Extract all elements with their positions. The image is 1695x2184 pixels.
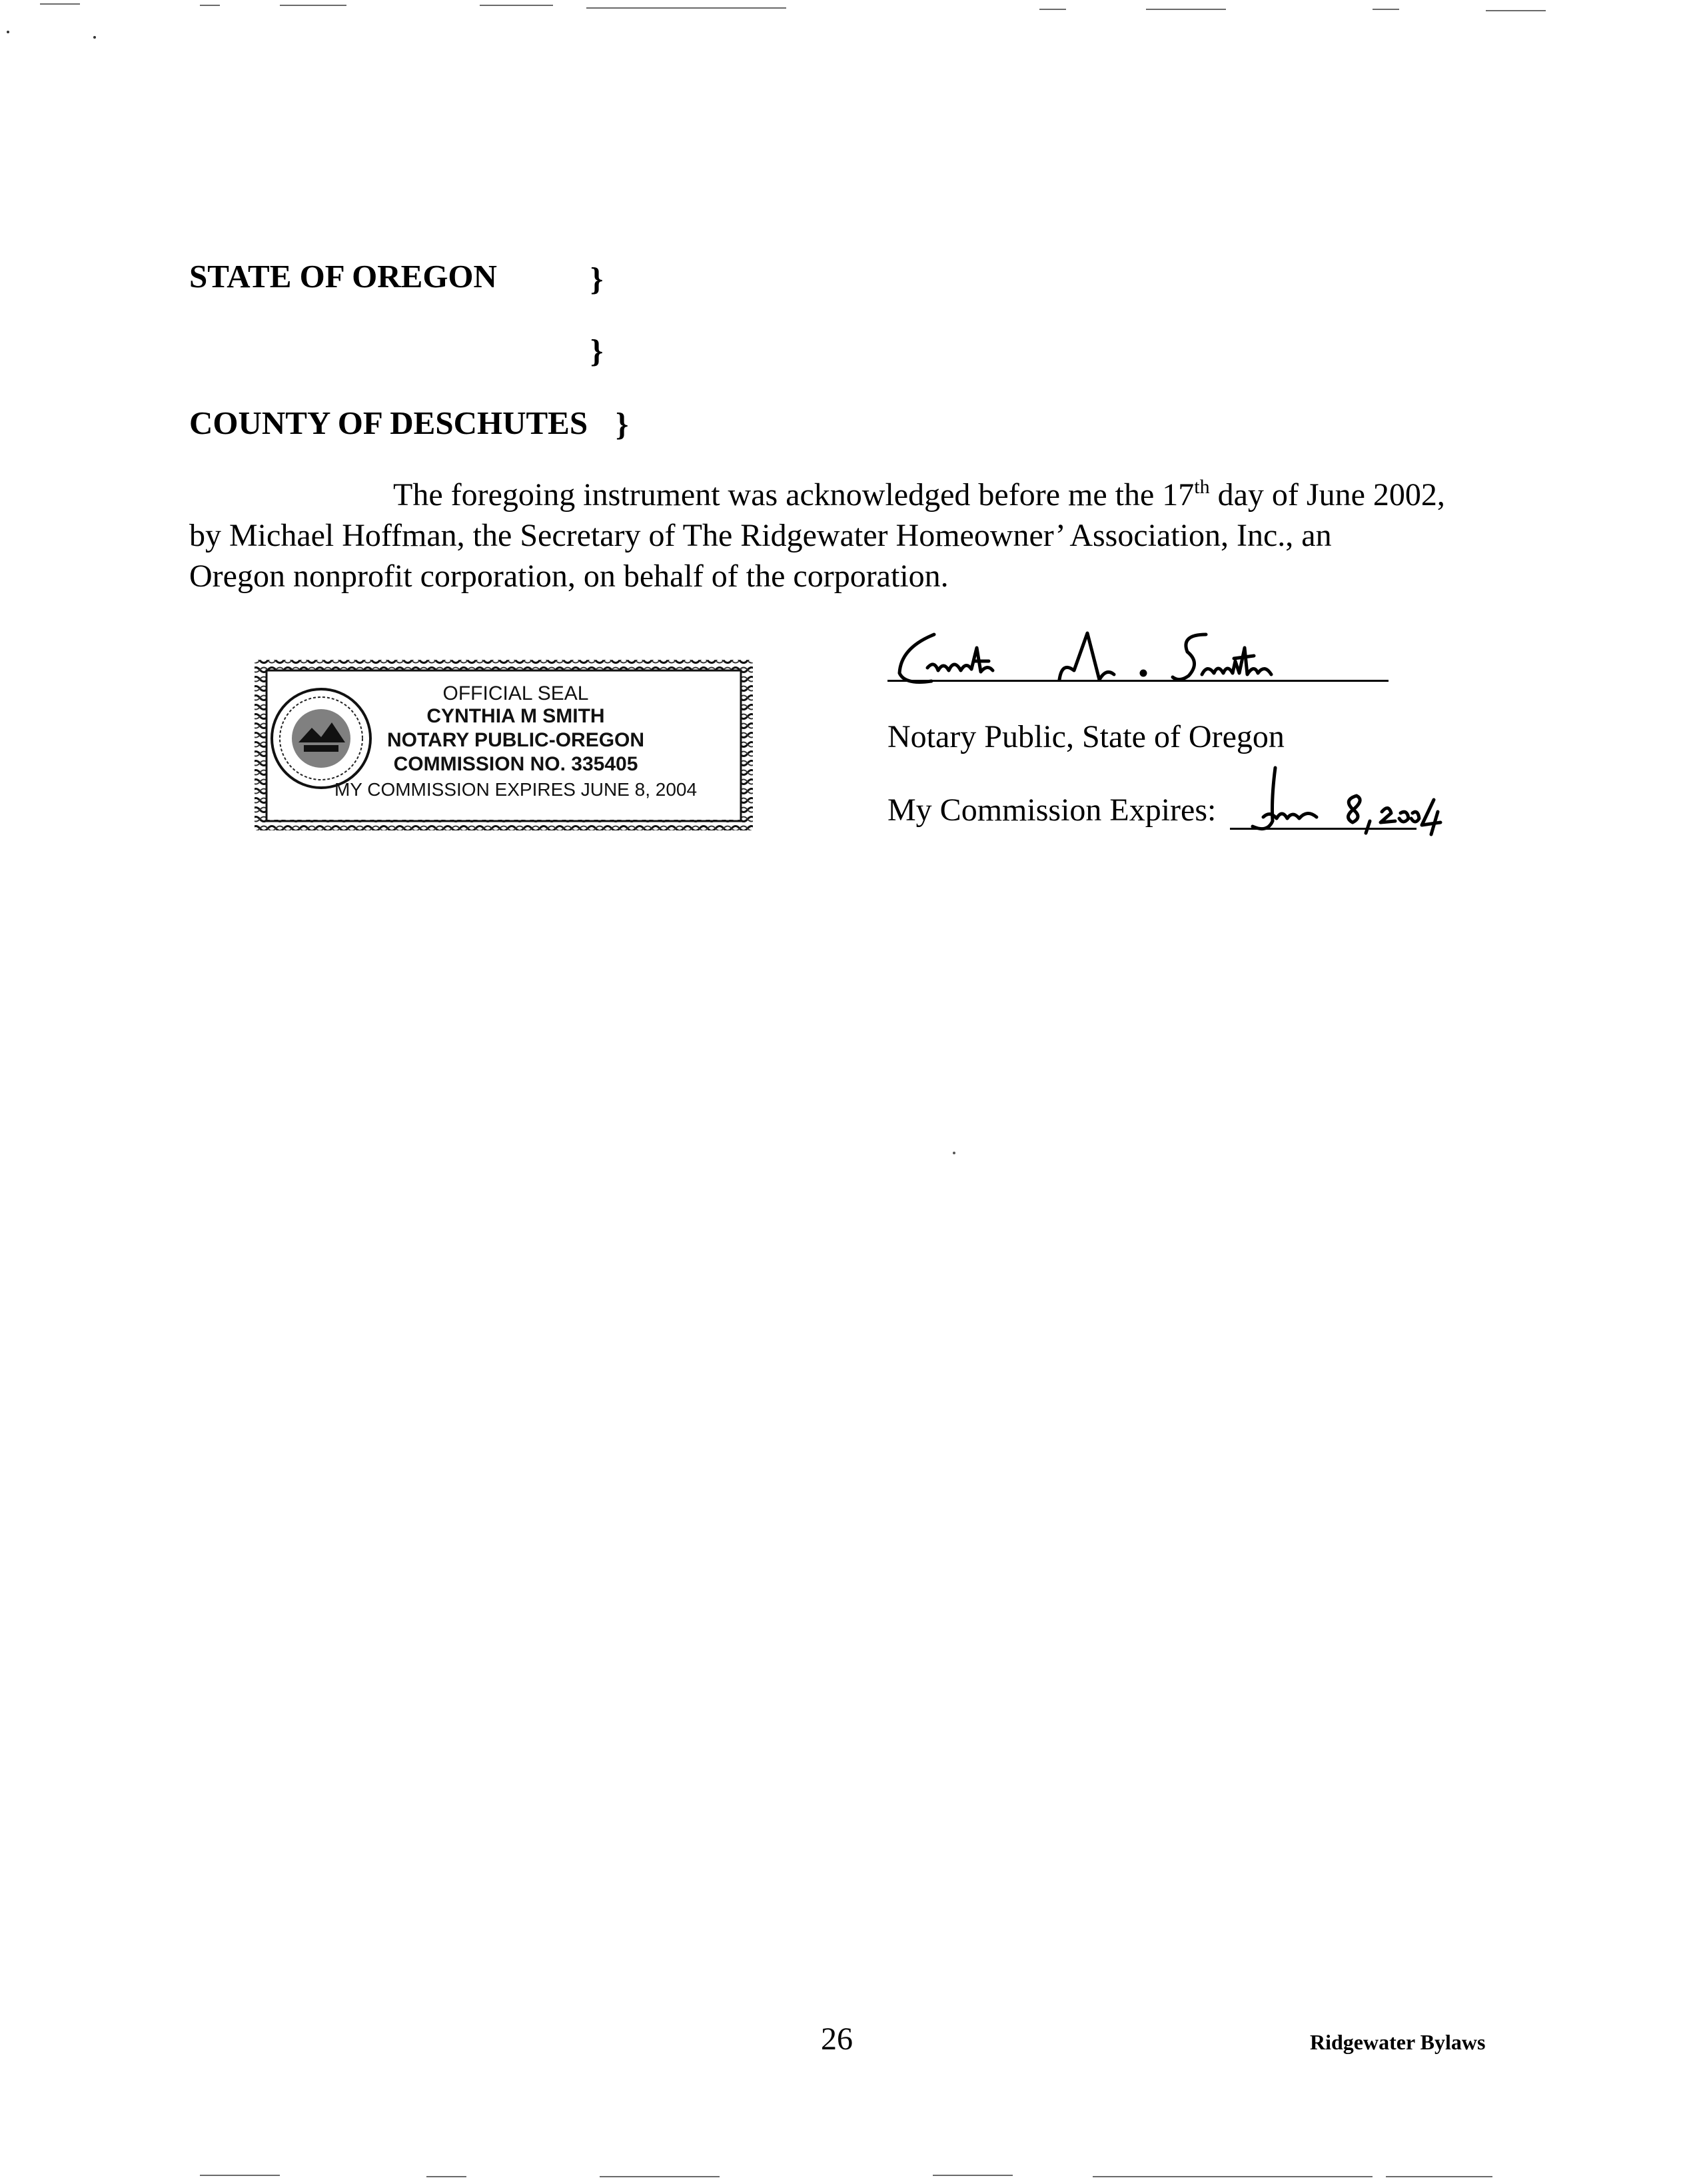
seal-line-commission-expires: MY COMMISSION EXPIRES JUNE 8, 2004 (334, 779, 698, 800)
acknowledgment-text: The foregoing instrument was acknowledged before me the 17 (393, 477, 1195, 513)
commission-expires-label: My Commission Expires: (887, 792, 1217, 828)
notary-seal-stamp (252, 656, 756, 836)
page-number: 26 (821, 2021, 853, 2057)
seal-border-left (255, 662, 267, 829)
acknowledgment-line-2: by Michael Hoffman, the Secretary of The Ridgewater Homeowner’ Association, Inc., an (189, 518, 1332, 553)
ordinal-suffix: th (1194, 476, 1210, 498)
state-venue-label: STATE OF OREGON (189, 258, 497, 295)
seal-line-official-seal: OFFICIAL SEAL (442, 682, 589, 704)
acknowledgment-line-1 (189, 475, 1515, 515)
seal-line-notary-public: NOTARY PUBLIC-OREGON (386, 729, 645, 751)
county-venue-label: COUNTY OF DESCHUTES (189, 405, 588, 441)
signature-line (887, 680, 1389, 682)
notary-title: Notary Public, State of Oregon (887, 719, 1285, 754)
footer-document-title: Ridgewater Bylaws (1310, 2030, 1486, 2054)
acknowledgment-paragraph (189, 475, 1515, 596)
acknowledgment-line-3: Oregon nonprofit corporation, on behalf of the corporation. (189, 558, 949, 594)
seal-line-notary-name: CYNTHIA M SMITH (426, 705, 605, 727)
oregon-state-emblem-icon (272, 689, 370, 788)
commission-expires-handwritten-date (1243, 765, 1443, 838)
seal-line-commission-number: COMMISSION NO. 335405 (393, 753, 638, 775)
venue-brace: } (590, 261, 604, 297)
venue-brace: } (616, 406, 629, 443)
seal-border-right (741, 662, 753, 829)
seal-border-top (256, 660, 752, 670)
venue-brace: } (590, 333, 604, 369)
notary-signature (887, 621, 1394, 701)
acknowledgment-text: day of June 2002, (1209, 477, 1445, 513)
